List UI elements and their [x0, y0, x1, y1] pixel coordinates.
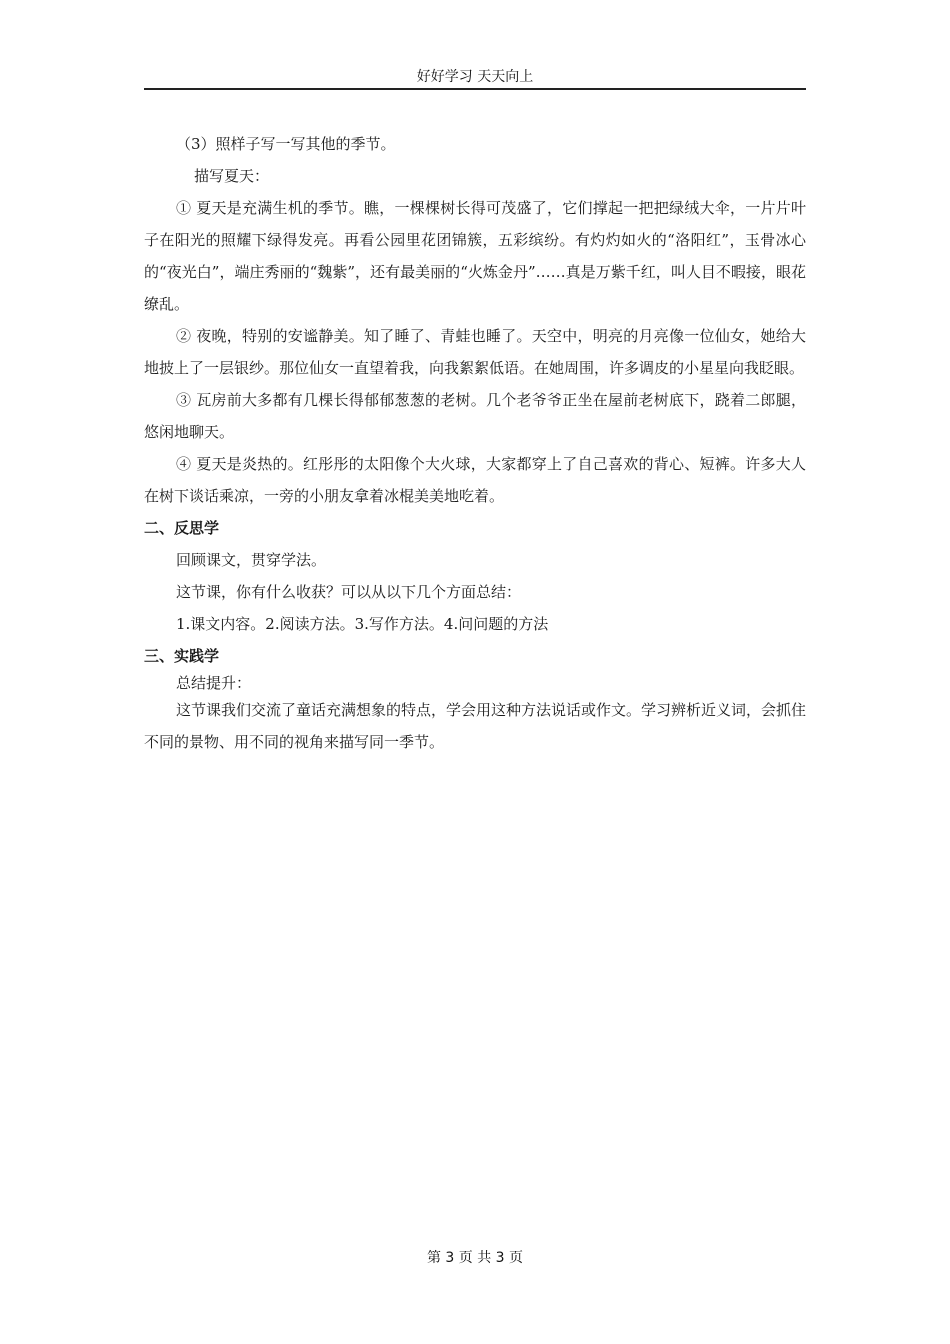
- page-footer: 第 3 页 共 3 页: [426, 1250, 524, 1266]
- reflect-heading: 二、反思学: [144, 519, 220, 537]
- summer-subheading: 描写夏天：: [194, 167, 270, 185]
- apply-line-1: 总结提升：: [176, 674, 252, 692]
- header-rule: [144, 88, 806, 90]
- reflect-line-1: 回顾课文，贯穿学法。: [176, 551, 327, 569]
- summer-paragraph-1: ① 夏天是充满生机的季节。瞧，一棵棵树长得可茂盛了，它们撑起一把把绿绒大伞，一片片叶子在阳光的照耀下绿得发亮。再看公园里花团锦簇，五彩缤纷。有灼灼如火的“洛阳红”，玉骨冰心的“夜光白”，端庄秀丽的“魏紫”，还有最美丽的“火炼金丹”……真是万紫千红，叫人目不暇接，眼花缭乱。: [144, 199, 806, 313]
- reflect-line-2: 这节课，你有什么收获？可以从以下几个方面总结：: [176, 583, 522, 601]
- reflect-line-3: 1.课文内容。2.阅读方法。3.写作方法。4.问问题的方法: [176, 615, 549, 633]
- apply-heading: 三、实践学: [144, 647, 220, 665]
- summer-paragraph-3: ③ 瓦房前大多都有几棵长得郁郁葱葱的老树。几个老爷爷正坐在屋前老树底下，跷着二郎腿，悠闲地聊天。: [144, 391, 806, 441]
- page-header: 好好学习 天天向上: [416, 69, 534, 85]
- exercise-item-3: （3）照样子写一写其他的季节。: [176, 135, 396, 153]
- apply-line-2: 这节课我们交流了童话充满想象的特点，学会用这种方法说话或作文。学习辨析近义词，会抓住不同的景物、用不同的视角来描写同一季节。: [144, 701, 807, 751]
- summer-paragraph-2: ② 夜晚，特别的安谧静美。知了睡了、青蛙也睡了。天空中，明亮的月亮像一位仙女，她给大地披上了一层银纱。那位仙女一直望着我，向我絮絮低语。在她周围，许多调皮的小星星向我眨眼。: [144, 327, 806, 377]
- summer-paragraph-4: ④ 夏天是炎热的。红彤彤的太阳像个大火球，大家都穿上了自己喜欢的背心、短裤。许多大人在树下谈话乘凉，一旁的小朋友拿着冰棍美美地吃着。: [144, 455, 806, 505]
- document-body: [144, 128, 806, 758]
